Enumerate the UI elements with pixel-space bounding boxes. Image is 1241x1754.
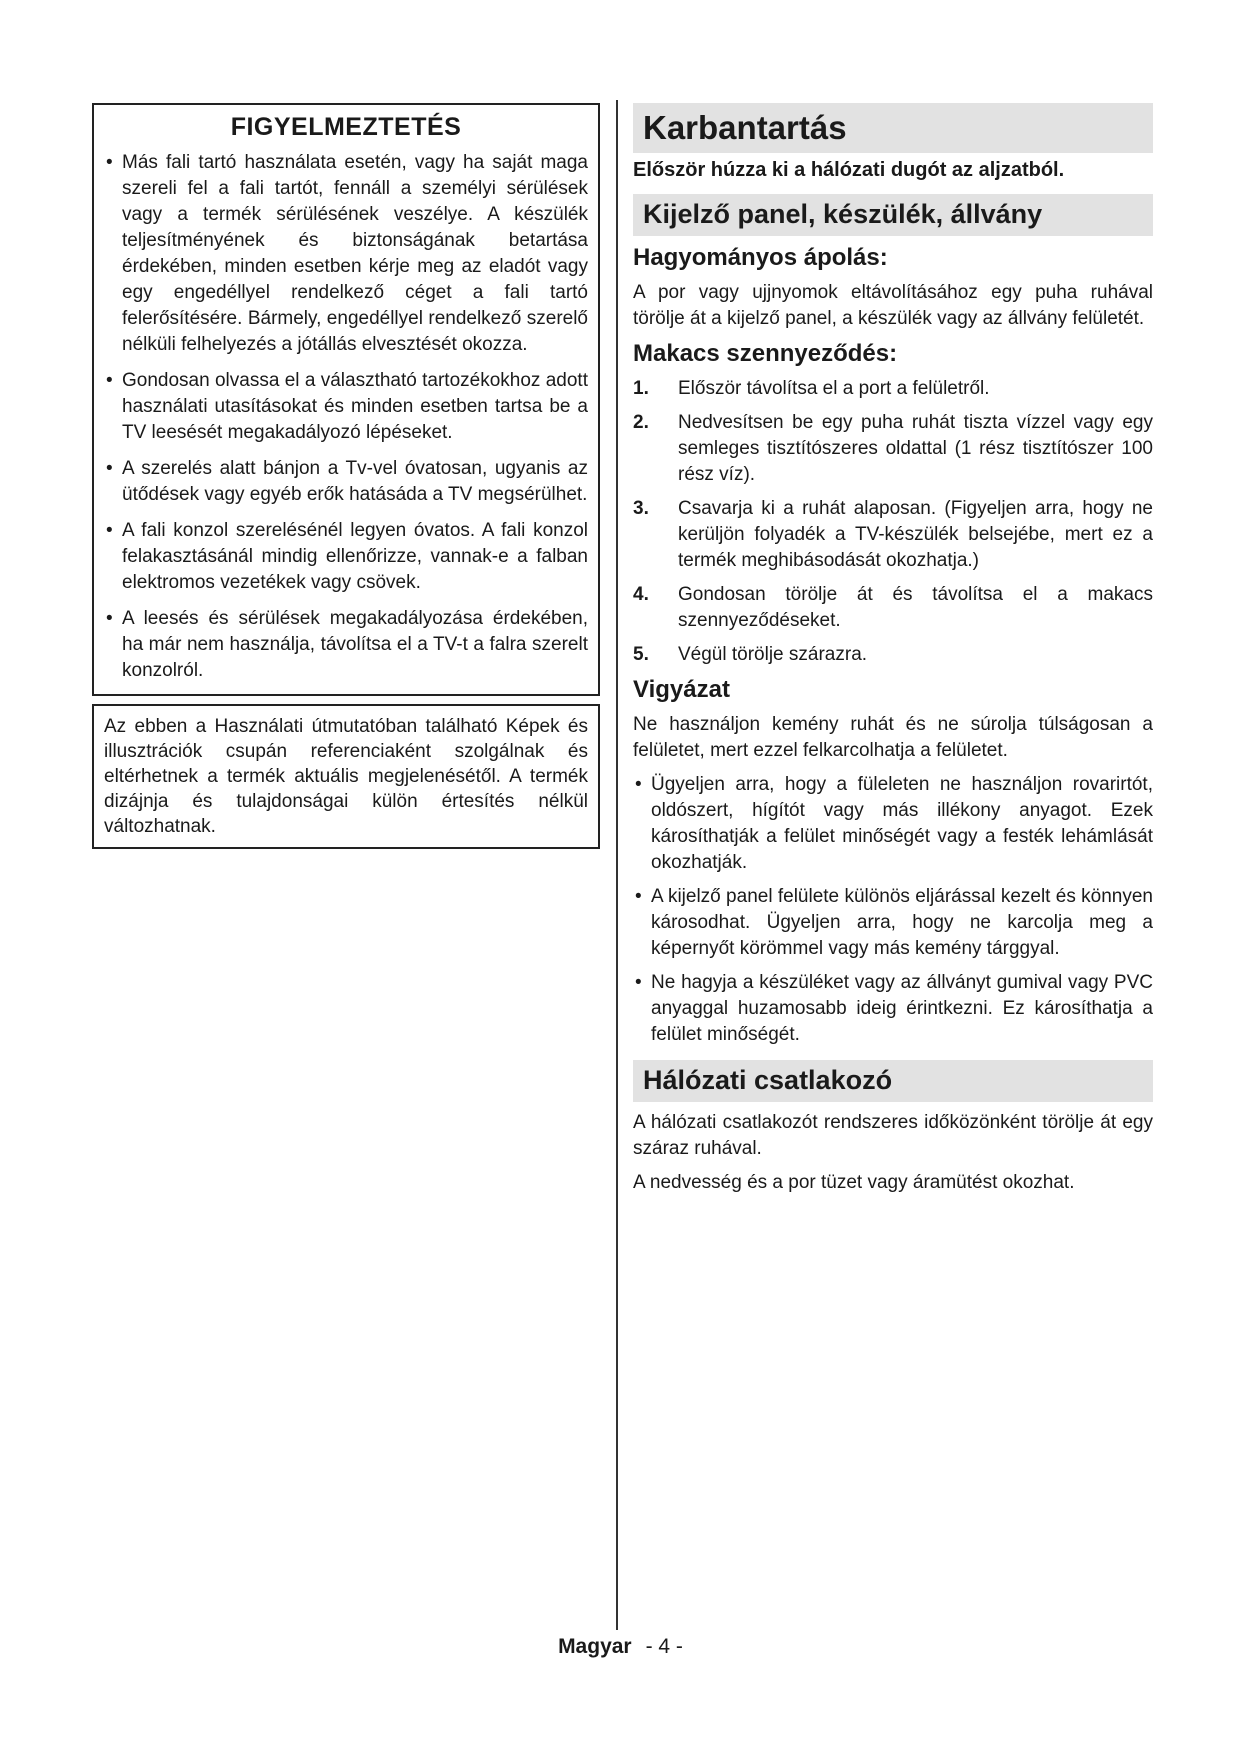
step-item <box>633 582 1153 634</box>
caution-item: • A kijelző panel felülete különös eljárással kezelt és könnyen károsodhat. Ügyeljen arra, hogy ne karcolja meg a képernyőt körömmel vagy más kemény tárggyal. <box>633 884 1153 962</box>
footer-language: Magyar <box>558 1635 632 1658</box>
maintenance-heading: Karbantartás <box>633 103 1153 153</box>
warning-title: FIGYELMEZTETÉS <box>230 113 462 141</box>
care-heading: Hagyományos ápolás: <box>633 244 888 271</box>
step-number: 3. <box>633 498 649 519</box>
warning-list <box>104 150 588 684</box>
panel-heading: Kijelző panel, készülék, állvány <box>633 194 1153 236</box>
page-number: - 4 - <box>645 1635 683 1658</box>
plug-text: A hálózati csatlakozót rendszeres időközönként törölje át egy száraz ruhával. <box>633 1112 1153 1159</box>
dirt-heading: Makacs szennyeződés: <box>633 340 898 367</box>
warning-item: • Más fali tartó használata esetén, vagy ha saját maga szereli fel a fali tartót, fennáll a személyi sérülések vagy a termék sérülésének veszélye. A készülék teljesítményének és biztonságának betartása érdekében, minden esetben kérje meg az eladót vagy egy engedéllyel rendelkező céget a fali tartó felerősítésére. Bármely, engedéllyel rendelkező szerelő nélküli felhelyezés a jótállás elvesztését okozza. <box>104 150 588 358</box>
step-number: 5. <box>633 644 649 665</box>
step-text: Nedvesítsen be egy puha ruhát tiszta vízzel vagy egy semleges tisztítószeres oldattal (1 rész tisztítószer 100 rész víz). <box>678 412 1153 485</box>
step-item <box>633 496 1153 574</box>
caution-list <box>633 772 1153 1048</box>
caution-text: Ne használjon kemény ruhát és ne súrolja túlságosan a felületet, mert ezzel felkarcolhatja a felületet. <box>633 714 1153 761</box>
step-item <box>633 376 1153 402</box>
step-item <box>633 410 1153 488</box>
caution-item: • Ügyeljen arra, hogy a füleleten ne használjon rovarirtót, oldószert, hígítót vagy más illékony anyagot. Ezek károsíthatják a felület minőségét vagy a festék lehámlását okozhatják. <box>633 772 1153 876</box>
left-column <box>92 103 600 849</box>
step-number: 1. <box>633 378 649 399</box>
plug-warning: A nedvesség és a por tüzet vagy áramütést okozhat. <box>633 1172 1075 1193</box>
unplug-instruction: Először húzza ki a hálózati dugót az aljzatból. <box>633 159 1065 181</box>
care-text: A por vagy ujjnyomok eltávolításához egy puha ruhával törölje át a kijelző panel, a készülék vagy az állvány felületét. <box>633 282 1153 329</box>
step-text: Végül törölje szárazra. <box>678 644 868 665</box>
step-number: 2. <box>633 412 649 433</box>
step-text: Csavarja ki a ruhát alaposan. (Figyeljen arra, hogy ne kerüljön folyadék a TV-készülék belsejébe, mert ez a termék meghibásodását okozhatja.) <box>678 498 1153 571</box>
plug-heading: Hálózati csatlakozó <box>633 1060 1153 1102</box>
right-column <box>633 103 1153 1204</box>
warning-box <box>92 103 600 696</box>
cleaning-steps <box>633 376 1153 668</box>
column-divider <box>616 100 618 1630</box>
warning-item: • A szerelés alatt bánjon a Tv-vel óvatosan, ugyanis az ütődések vagy egyéb erők hatásáda a TV megsérülhet. <box>104 456 588 508</box>
warning-item: • Gondosan olvassa el a választható tartozékokhoz adott használati utasításokat és minden esetben tartsa be a TV leesését megakadályozó lépéseket. <box>104 368 588 446</box>
caution-item: • Ne hagyja a készüléket vagy az állványt gumival vagy PVC anyaggal huzamosabb ideig érintkezni. Ez károsíthatja a felület minőségét. <box>633 970 1153 1048</box>
notice-box: Az ebben a Használati útmutatóban található Képek és illusztrációk csupán referenciaként szolgálnak és eltérhetnek a termék aktuális megjelenésétől. A termék dizájnja és tulajdonságai külön értesítés nélkül változhatnak. <box>92 704 600 849</box>
step-number: 4. <box>633 584 649 605</box>
warning-item: • A fali konzol szerelésénél legyen óvatos. A fali konzol felakasztásánál mindig ellenőrizze, vannak-e a falban elektromos vezetékek vagy csövek. <box>104 518 588 596</box>
caution-heading: Vigyázat <box>633 676 730 703</box>
step-text: Gondosan törölje át és távolítsa el a makacs szennyeződéseket. <box>678 584 1153 631</box>
warning-item: • A leesés és sérülések megakadályozása érdekében, ha már nem használja, távolítsa el a TV-t a falra szerelt konzolról. <box>104 606 588 684</box>
page-footer <box>0 1635 1241 1659</box>
step-item <box>633 642 1153 668</box>
step-text: Először távolítsa el a port a felületről. <box>678 378 990 399</box>
